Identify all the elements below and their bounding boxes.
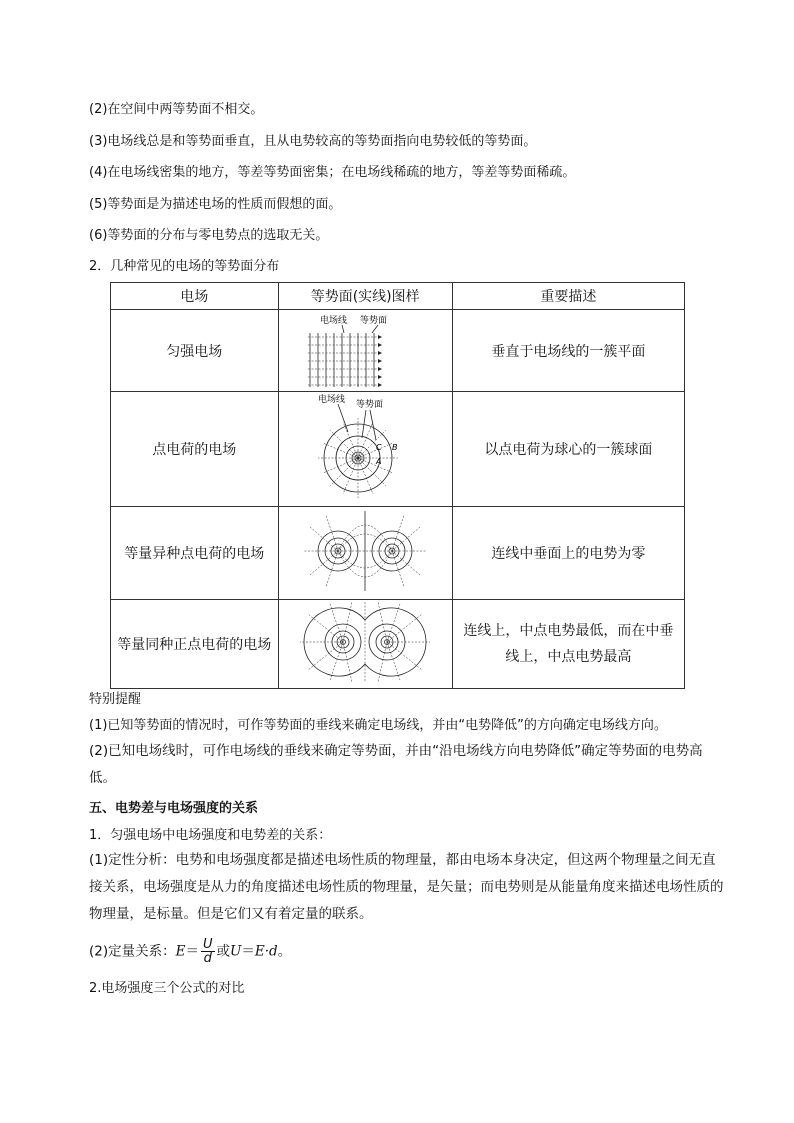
like-charges-diagram <box>290 600 440 684</box>
text-line-5: (6)等势面的分布与零电势点的选取无关。 <box>89 228 329 243</box>
point-label: C <box>376 443 382 452</box>
field-name: 等量同种正点电荷的电场 <box>111 600 279 689</box>
diagram-label: 电场线 <box>318 395 346 405</box>
note-title: 特别提醒 <box>89 692 142 707</box>
note-1: (1)已知等势面的情况时，可作等势面的垂线来确定电场线，并由“电势降低”的方向确定电场线方向。 <box>89 718 667 733</box>
field-description: 垂直于电场线的一簇平面 <box>452 310 684 392</box>
point-label: B <box>392 443 398 452</box>
point-label: A <box>376 457 382 466</box>
formula-or: 或 <box>216 943 230 960</box>
text-line-3: (4)在电场线密集的地方，等差等势面密集；在电场线稀疏的地方，等差等势面稀疏。 <box>89 165 576 180</box>
field-name: 匀强电场 <box>111 310 279 392</box>
section-line-2: 2.电场强度三个公式的对比 <box>89 981 245 996</box>
table-row <box>111 392 685 507</box>
formula-var: E <box>175 943 186 960</box>
table-header: 等势面(实线)图样 <box>278 283 452 310</box>
diagram-label: 等势面 <box>360 315 388 326</box>
diagram-label: 等势面 <box>356 400 384 410</box>
formula-end: 。 <box>277 943 292 960</box>
table-header: 重要描述 <box>452 283 684 310</box>
text-line-2: (3)电场线总是和等势面垂直，且从电势较高的等势面指向电势较低的等势面。 <box>89 134 537 149</box>
point-charge-diagram <box>290 392 440 502</box>
field-description: 连线中垂面上的电势为零 <box>452 507 684 600</box>
diagram-cell <box>278 310 452 392</box>
uniform-field-diagram <box>290 311 440 387</box>
fraction-denominator: d <box>203 951 212 966</box>
text-line-4: (5)等势面是为描述电场的性质而假想的面。 <box>89 197 342 212</box>
table-header: 电场 <box>111 283 279 310</box>
qualitative-paragraph: (1)定性分析：电势和电场强度都是描述电场性质的物理量，都由电场本身决定，但这两个物理量之间无直接关系，电场强度是从力的角度描述电场性质的物理量，是矢量；而电势则是从能量角度来描述电场性质的物理量，是标量。但是它们又有着定量的联系。 <box>89 852 724 922</box>
diagram-cell <box>278 392 452 507</box>
section-title: 五、电势差与电场强度的关系 <box>89 801 259 816</box>
field-name: 点电荷的电场 <box>111 392 279 507</box>
formula-eq: ＝ <box>241 943 255 960</box>
section-line-1: 1．匀强电场中电场强度和电势差的关系： <box>89 828 332 843</box>
opposite-charges-diagram <box>290 507 440 595</box>
table-row <box>111 507 685 600</box>
formula-var: U <box>230 943 242 960</box>
diagram-cell <box>278 507 452 600</box>
formula-rhs: E·d <box>254 943 278 960</box>
fraction <box>201 938 215 965</box>
fraction-numerator: U <box>202 937 213 952</box>
table-header-row <box>111 283 685 310</box>
text-line-1: (2)在空间中两等势面不相交。 <box>89 102 264 117</box>
formula-prefix: (2)定量关系： <box>89 943 176 960</box>
diagram-cell <box>278 600 452 689</box>
table-row <box>111 310 685 392</box>
field-description: 以点电荷为球心的一簇球面 <box>452 392 684 507</box>
field-description: 连线上，中点电势最低，而在中垂线上，中点电势最高 <box>452 600 684 689</box>
diagram-label: 电场线 <box>320 315 348 326</box>
text-line-6: 2．几种常见的电场的等势面分布 <box>89 259 280 274</box>
field-name: 等量异种点电荷的电场 <box>111 507 279 600</box>
formula-line <box>89 938 291 965</box>
note-2: (2)已知电场线时，可作电场线的垂线来确定等势面，并由“沿电场线方向电势降低”确定等势面的电势高低。 <box>89 743 703 786</box>
field-table <box>110 282 685 689</box>
formula-eq: ＝ <box>185 943 199 960</box>
table-row <box>111 600 685 689</box>
